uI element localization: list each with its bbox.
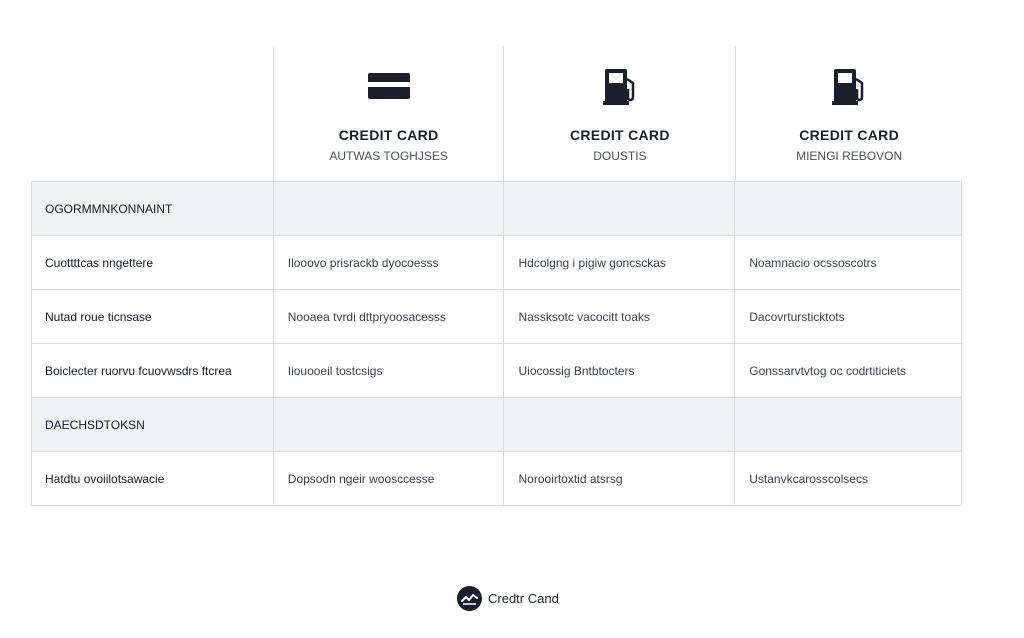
table-row [32,290,962,344]
column-title: CREDIT CARD [338,127,439,143]
column-subtitle: MIENGI REBOVON [796,149,903,163]
table-cell: Dopsodn ngeir woosccesse [274,452,505,505]
table-row [32,452,962,506]
table-cell: Dacovrtursticktots [735,290,962,343]
column-header-row [31,46,962,182]
table-cell: Hdcolgng i pigiw goncsckas [504,236,735,289]
column-subtitle: DOUSTIS [593,149,647,163]
table-cell: Noamnacio ocssoscotrs [735,236,962,289]
brand-name: Credtr Cand [488,591,559,606]
table-cell [735,182,962,235]
row-label: Hatdtu ovoiilotsawacie [32,452,274,505]
row-label: Boiclecter ruorvu fcuovwsdrs ftcrea [32,344,274,397]
row-label: Nutad roue ticnsase [32,290,274,343]
column-header-fuel-1[interactable] [503,46,735,182]
table-cell: Iiouooeil tostcsigs [274,344,505,397]
table-cell [274,182,505,235]
table-cell: Norooirtoxtid atsrsg [504,452,735,505]
table-cell: Ustanvkcarosscolsecs [735,452,962,505]
table-section-row [32,398,962,452]
section-label: DAECHSDTOKSN [32,398,274,451]
column-header-credit-card[interactable] [273,46,504,182]
header-spacer [31,46,273,182]
table-cell [735,398,962,451]
table-cell [504,182,735,235]
table-cell: Nassksotc vacocitt toaks [504,290,735,343]
column-header-fuel-2[interactable] [735,46,962,182]
fuel-pump-icon [827,66,871,106]
table-cell: Nooaea tvrdi dttpryoosacesss [274,290,505,343]
fuel-pump-icon [598,66,642,106]
column-title: CREDIT CARD [569,127,670,143]
comparison-table [31,181,962,506]
column-subtitle: AUTWAS TOGHJSES [329,149,448,163]
table-cell: Gonssarvtvtog oc codrtiticiets [735,344,962,397]
row-label: Cuottttcas nngettere [32,236,274,289]
footer-brand[interactable] [457,586,559,611]
section-label: OGORMMNKONNAINT [32,182,274,235]
table-row [32,344,962,398]
table-row [32,236,962,290]
table-cell [504,398,735,451]
table-cell: Ilooovo prisrackb dyocoesss [274,236,505,289]
table-cell: Uiocossig Bntbtocters [504,344,735,397]
credit-card-icon [367,66,411,106]
table-cell [274,398,505,451]
table-section-row [32,182,962,236]
brand-logo-icon [457,586,482,611]
column-title: CREDIT CARD [799,127,899,143]
